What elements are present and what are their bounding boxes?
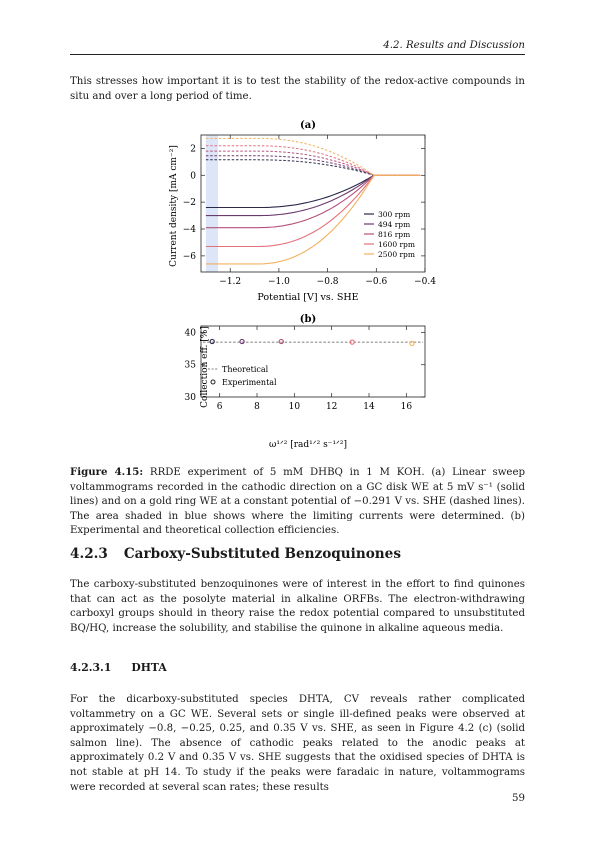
section-heading (70, 546, 401, 562)
section-paragraph: The carboxy-substituted benzoquinones were of interest in the effort to find quinones that can act as the posolyte material in alkaline ORFBs. The electron-withdrawing carboxyl groups should in theory raise the redox potential compared to unsubstituted BQ/HQ, increase the solubility, and stabilise the quinone in alkaline aqueous media. (70, 579, 525, 634)
chart-b-ylabel: Collection eff. [%] (200, 326, 210, 408)
legend-theoretical-label: Theoretical (222, 365, 269, 374)
chart-a-ylabel: Current density [mA cm⁻²] (169, 145, 179, 267)
ring-curve-4 (206, 138, 420, 175)
chart-b-xlabel: ω¹ᐟ² [rad¹ᐟ² s⁻¹ᐟ²] (269, 440, 347, 450)
legend-label-0: 300 rpm (378, 210, 411, 219)
chart-a-ytick-label-3: 0 (190, 171, 196, 182)
legend-experimental-label: Experimental (222, 378, 277, 387)
ring-curve-1 (206, 156, 420, 176)
legend-experimental-swatch (211, 380, 215, 384)
page-number: 59 (512, 793, 525, 804)
ring-curve-0 (206, 160, 420, 176)
legend-label-1: 494 rpm (378, 220, 411, 229)
chart-b-ytick-label-1: 35 (184, 360, 196, 371)
chart-a (183, 135, 436, 287)
legend-label-2: 816 rpm (378, 230, 411, 239)
figure-caption (70, 465, 525, 539)
chart-a-xtick-label-4: −0.4 (414, 277, 436, 287)
chart-a-xtick-label-0: −1.2 (219, 277, 242, 287)
legend-label-3: 1600 rpm (378, 240, 415, 249)
chart-b-ytick-label-2: 40 (184, 328, 196, 339)
chart-b-ytick-label-0: 30 (184, 393, 196, 403)
panel-a-label: (a) (300, 120, 316, 131)
experimental-point-2 (279, 339, 283, 343)
disk-curve-0 (206, 175, 420, 207)
subsection-number: 4.2.3.1 (70, 661, 112, 674)
chart-b-xtick-label-3: 12 (325, 402, 338, 412)
section-number: 4.2.3 (70, 546, 108, 562)
subsection-paragraph: For the dicarboxy-substituted species DHTA, CV reveals rather complicated voltammetry on a GC WE. Several sets or single ill-defined peaks were observed at approximately −0.8, −0.25, 0.25, and 0.35 V vs. SHE, as seen in Figure 4.2 (c) (solid salmon line). The absence of cathodic peaks related to the anodic peaks at approximately 0.2 V and 0.35 V vs. SHE suggests that the oxidised species of DHTA is not stable at pH 14. To study if the peaks were faradaic in nature, voltammograms were recorded at several scan rates; these results (70, 694, 525, 793)
chart-a-xtick-label-3: −0.6 (365, 277, 388, 287)
chart-a-xtick-label-1: −1.0 (267, 277, 290, 287)
experimental-point-1 (240, 339, 244, 343)
panel-b-label: (b) (299, 314, 317, 325)
chart-b-xtick-label-5: 16 (400, 402, 413, 412)
subsection-heading (70, 661, 167, 674)
subsection-title: DHTA (131, 661, 167, 674)
experimental-point-4 (410, 341, 414, 345)
intro-paragraph: This stresses how important it is to test the stability of the redox-active compounds in situ and over a long period of time. (70, 76, 525, 102)
ring-curve-3 (206, 146, 420, 176)
chart-b-xtick-label-1: 8 (254, 402, 260, 412)
section-title: Carboxy-Substituted Benzoquinones (123, 546, 401, 562)
chart-a-ytick-label-1: −4 (182, 225, 196, 236)
chart-b-xtick-label-4: 14 (363, 402, 375, 412)
running-title: 4.2. Results and Discussion (383, 40, 525, 51)
chart-a-xlabel: Potential [V] vs. SHE (257, 292, 359, 303)
chart-b-xtick-label-0: 6 (216, 402, 223, 412)
experimental-point-0 (210, 339, 214, 343)
chart-b-xtick-label-2: 10 (288, 402, 301, 412)
chart-a-xtick-label-2: −0.8 (316, 277, 339, 287)
ring-curve-2 (206, 151, 420, 175)
chart-a-ytick-label-4: 2 (190, 144, 196, 155)
chart-b (185, 326, 425, 412)
caption-label: Figure 4.15: (70, 466, 144, 478)
caption-text: RRDE experiment of 5 mM DHBQ in 1 M KOH. (a) Linear sweep voltammograms recorded in the cathodic direction on a GC disk WE at 5 mV s⁻¹ (solid lines) and on a gold ring WE at a constant potential of −0.291 V vs. SHE (dashed lines). The area shaded in blue shows where the limiting currents were determined. (b) Experimental and theoretical collection efficiencies. (70, 467, 525, 537)
legend-label-4: 2500 rpm (378, 250, 415, 259)
chart-a-ytick-label-2: −2 (182, 198, 196, 209)
chart-a-ytick-label-0: −6 (182, 251, 196, 262)
